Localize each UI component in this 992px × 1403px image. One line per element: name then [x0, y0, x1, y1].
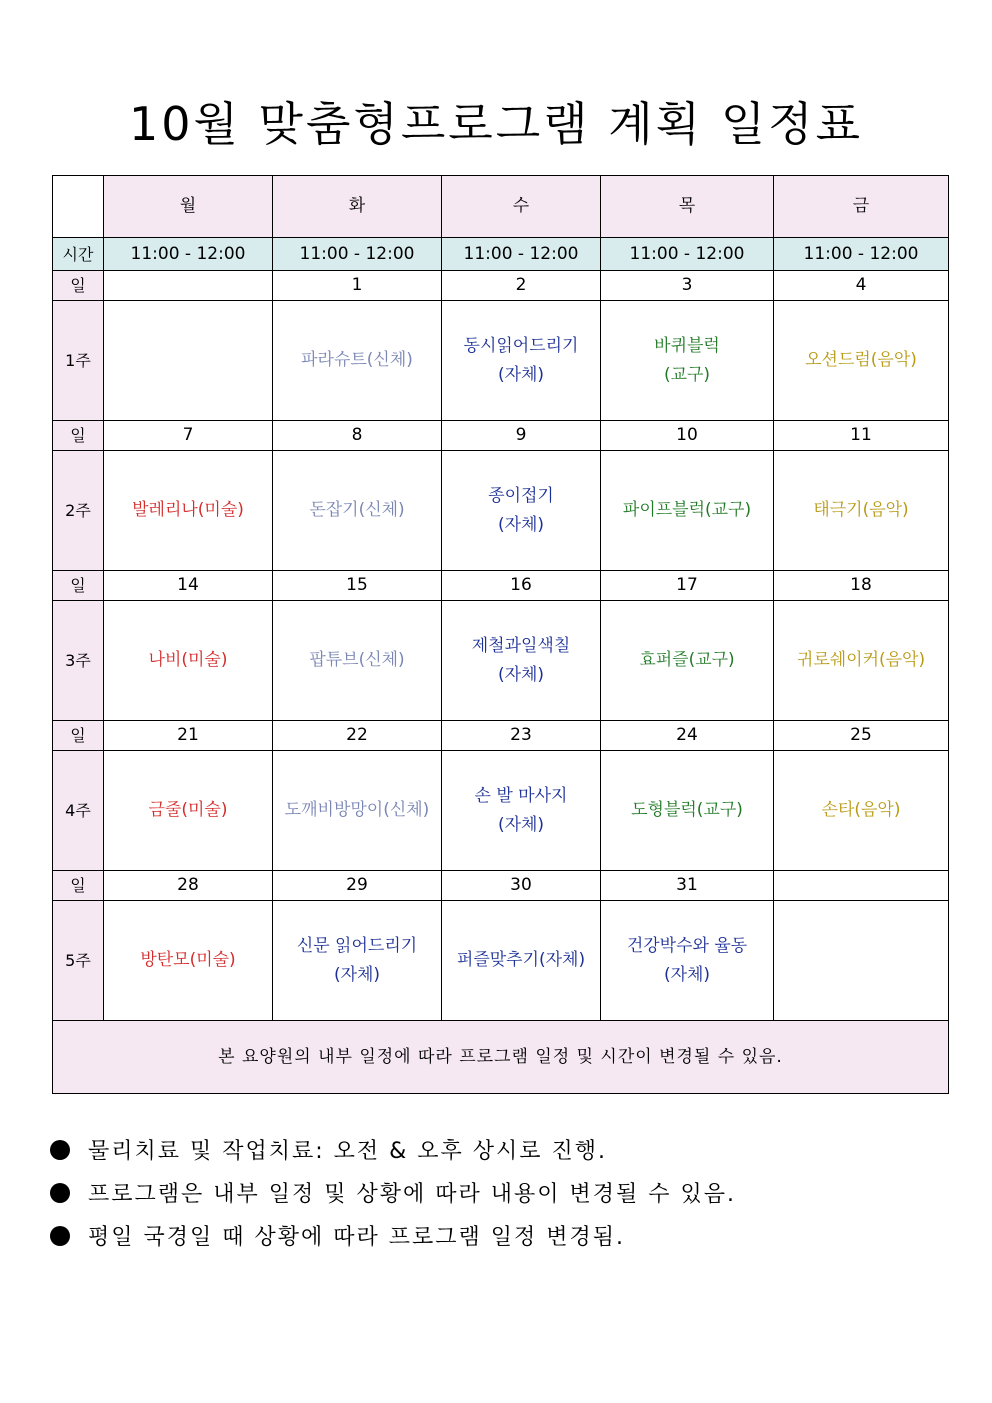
- program-text: 동시읽어드리기: [463, 335, 579, 356]
- program-text: 도형블럭(교구): [631, 800, 743, 820]
- weeks-body: [53, 271, 949, 1021]
- program-cell: [273, 901, 442, 1021]
- program-cell: [774, 301, 949, 421]
- date-cell: 2: [442, 271, 601, 301]
- corner-cell: [53, 176, 104, 238]
- day-header: 목: [601, 176, 774, 238]
- program-cell: [104, 901, 273, 1021]
- note-row: [53, 1021, 949, 1094]
- program-cell: [104, 751, 273, 871]
- program-cell: [774, 451, 949, 571]
- week-row: [53, 901, 949, 1021]
- program-text: 손 발 마사지: [474, 785, 568, 806]
- date-cell: 7: [104, 421, 273, 451]
- program-text: 제철과일색칠: [471, 635, 571, 656]
- program-cell: [442, 901, 601, 1021]
- program-text: 바퀴블럭: [654, 335, 720, 356]
- program-cell: [601, 601, 774, 721]
- day-header: 월: [104, 176, 273, 238]
- date-row: [53, 421, 949, 451]
- program-text: 팝튜브(신체): [309, 650, 405, 670]
- program-text: 귀로쉐이커(음악): [796, 650, 926, 670]
- program-cell: [442, 751, 601, 871]
- date-row: [53, 871, 949, 901]
- program-text: 나비(미술): [148, 650, 228, 670]
- program-text: (자체): [497, 364, 545, 385]
- program-cell: [774, 601, 949, 721]
- time-cell: 11:00 - 12:00: [442, 238, 601, 271]
- date-row: [53, 271, 949, 301]
- program-text: 오션드럼(음악): [805, 350, 917, 370]
- date-label: 일: [53, 871, 104, 901]
- program-cell: [273, 451, 442, 571]
- program-text: 파라슈트(신체): [301, 350, 413, 370]
- program-text: (자체): [497, 664, 545, 685]
- week-label: 1주: [53, 301, 104, 421]
- date-cell: 15: [273, 571, 442, 601]
- bullet-icon: [50, 1140, 70, 1160]
- day-header: 화: [273, 176, 442, 238]
- program-cell: [104, 301, 273, 421]
- schedule-note: 본 요양원의 내부 일정에 따라 프로그램 일정 및 시간이 변경될 수 있음.: [53, 1021, 949, 1094]
- program-text: 돈잡기(신체): [309, 500, 405, 520]
- date-cell: 16: [442, 571, 601, 601]
- time-label: 시간: [53, 238, 104, 271]
- program-cell: [601, 901, 774, 1021]
- date-cell: 4: [774, 271, 949, 301]
- program-text: 종이접기: [488, 485, 554, 506]
- note-item: [50, 1171, 950, 1214]
- program-cell: [601, 751, 774, 871]
- time-cell: 11:00 - 12:00: [273, 238, 442, 271]
- time-cell: 11:00 - 12:00: [601, 238, 774, 271]
- date-cell: 30: [442, 871, 601, 901]
- program-text: (자체): [333, 964, 381, 985]
- week-row: [53, 601, 949, 721]
- date-cell: 11: [774, 421, 949, 451]
- program-cell: [442, 601, 601, 721]
- date-cell: 1: [273, 271, 442, 301]
- date-row: [53, 571, 949, 601]
- date-cell: 23: [442, 721, 601, 751]
- program-text: 퍼즐맞추기(자체): [456, 950, 586, 970]
- note-item: [50, 1128, 950, 1171]
- program-cell: [442, 301, 601, 421]
- week-label: 5주: [53, 901, 104, 1021]
- bullet-icon: [50, 1226, 70, 1246]
- date-label: 일: [53, 421, 104, 451]
- note-text: 프로그램은 내부 일정 및 상황에 따라 내용이 변경될 수 있음.: [88, 1182, 736, 1207]
- week-row: [53, 451, 949, 571]
- date-cell: 31: [601, 871, 774, 901]
- program-text: 신문 읽어드리기: [296, 935, 418, 956]
- program-cell: [273, 601, 442, 721]
- day-header: 금: [774, 176, 949, 238]
- program-text: 발레리나(미술): [132, 500, 244, 520]
- date-cell: 28: [104, 871, 273, 901]
- date-cell: 22: [273, 721, 442, 751]
- day-header-row: [53, 176, 949, 238]
- date-cell: 9: [442, 421, 601, 451]
- program-text: 파이프블럭(교구): [622, 500, 752, 520]
- program-text: 금줄(미술): [148, 800, 228, 820]
- schedule-table: [52, 175, 949, 1094]
- program-text: 손타(음악): [821, 800, 901, 820]
- date-row: [53, 721, 949, 751]
- program-text: 방탄모(미술): [140, 950, 236, 970]
- date-cell: 10: [601, 421, 774, 451]
- program-text: (교구): [663, 364, 711, 385]
- date-cell: [774, 871, 949, 901]
- program-text: 효퍼즐(교구): [639, 650, 735, 670]
- notes-list: [50, 1128, 950, 1257]
- date-label: 일: [53, 271, 104, 301]
- time-row: [53, 238, 949, 271]
- week-row: [53, 301, 949, 421]
- date-cell: 8: [273, 421, 442, 451]
- program-cell: [442, 451, 601, 571]
- program-text: 도깨비방망이(신체): [284, 800, 430, 820]
- program-cell: [273, 301, 442, 421]
- date-cell: 18: [774, 571, 949, 601]
- program-text: (자체): [497, 514, 545, 535]
- program-text: (자체): [663, 964, 711, 985]
- note-text: 평일 국경일 때 상황에 따라 프로그램 일정 변경됨.: [88, 1225, 625, 1250]
- program-cell: [774, 751, 949, 871]
- program-text: 건강박수와 율동: [626, 935, 748, 956]
- date-cell: [104, 271, 273, 301]
- page-title: 10월 맞춤형프로그램 계획 일정표: [128, 97, 864, 151]
- date-cell: 24: [601, 721, 774, 751]
- program-cell: [273, 751, 442, 871]
- program-text: (자체): [497, 814, 545, 835]
- date-cell: 25: [774, 721, 949, 751]
- program-cell: [601, 451, 774, 571]
- date-label: 일: [53, 721, 104, 751]
- date-cell: 29: [273, 871, 442, 901]
- program-cell: [104, 451, 273, 571]
- note-text: 물리치료 및 작업치료: 오전 & 오후 상시로 진행.: [88, 1139, 608, 1164]
- program-cell: [774, 901, 949, 1021]
- week-row: [53, 751, 949, 871]
- week-label: 3주: [53, 601, 104, 721]
- week-label: 4주: [53, 751, 104, 871]
- date-cell: 21: [104, 721, 273, 751]
- date-cell: 3: [601, 271, 774, 301]
- note-item: [50, 1214, 950, 1257]
- week-label: 2주: [53, 451, 104, 571]
- bullet-icon: [50, 1183, 70, 1203]
- time-cell: 11:00 - 12:00: [774, 238, 949, 271]
- program-cell: [601, 301, 774, 421]
- date-label: 일: [53, 571, 104, 601]
- time-cell: 11:00 - 12:00: [104, 238, 273, 271]
- program-cell: [104, 601, 273, 721]
- date-cell: 14: [104, 571, 273, 601]
- program-text: 태극기(음악): [813, 500, 909, 520]
- day-header: 수: [442, 176, 601, 238]
- date-cell: 17: [601, 571, 774, 601]
